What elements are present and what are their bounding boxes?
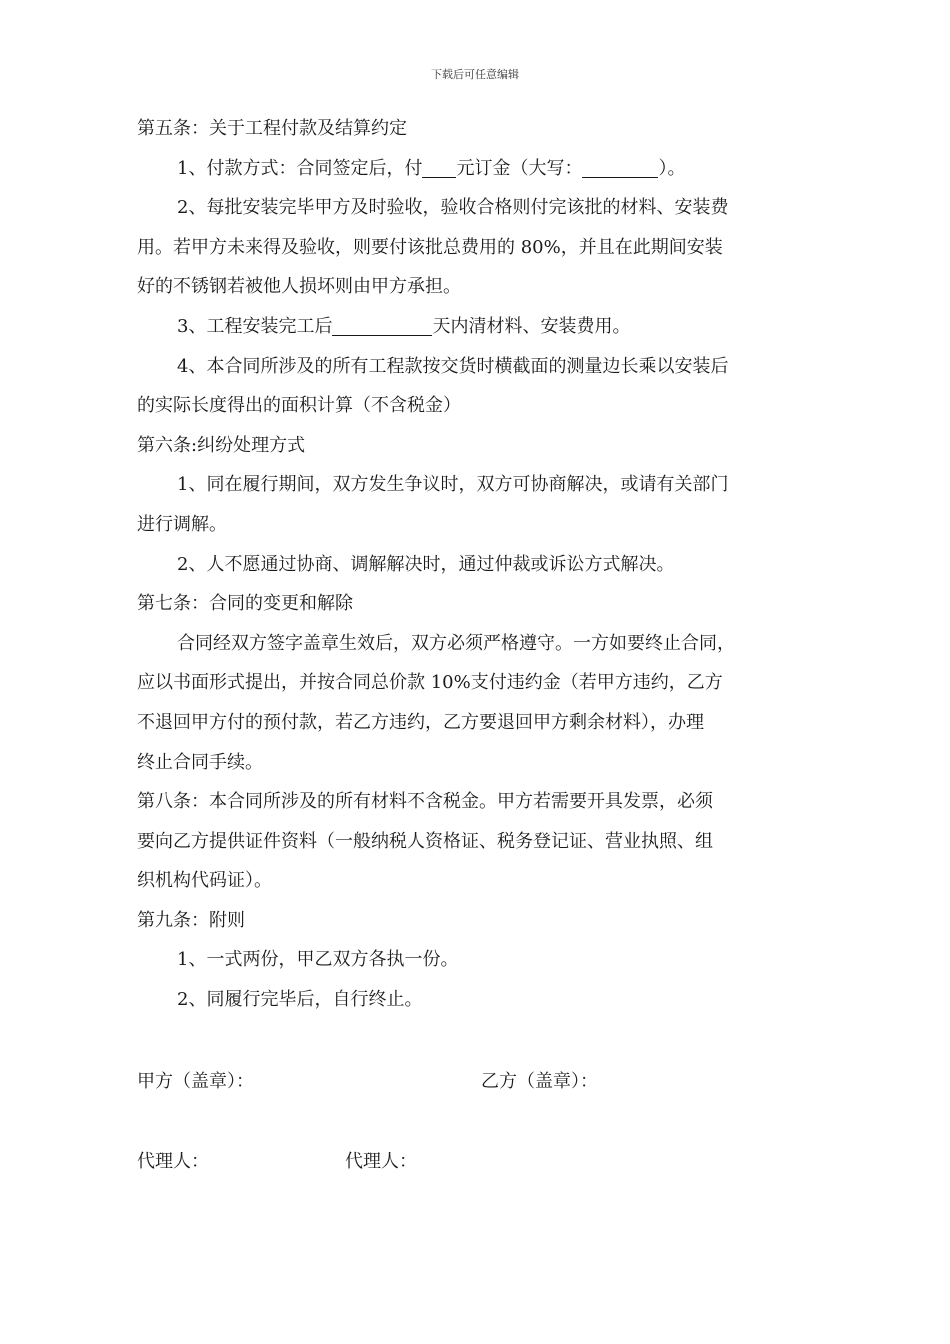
article-5-item-2-line-2: 用。若甲方未来得及验收，则要付该批总费用的 80%，并且在此期间安装 [137, 236, 723, 258]
article-5-item-1 [137, 149, 827, 189]
contract-body [137, 109, 827, 1020]
article-6-item-1-line-1: 1、同在履行期间，双方发生争议时，双方可协商解决，或请有关部门 [177, 474, 729, 496]
deposit-uppercase-blank [582, 155, 658, 178]
article-5-item-3 [137, 307, 827, 347]
article-9-title: 第九条：附则 [137, 909, 245, 931]
article-8-line-1: 第八条：本合同所涉及的所有材料不含税金。甲方若需要开具发票，必须 [137, 791, 713, 813]
item-text: 1、付款方式：合同签定后，付 [177, 157, 423, 179]
article-6-item-2: 2、人不愿通过协商、调解解决时，通过仲裁或诉讼方式解决。 [177, 553, 675, 575]
party-b-agent-label: 代理人： [345, 1151, 417, 1172]
item-text: ）。 [658, 157, 686, 179]
article-5-item-4-line-1: 4、本合同所涉及的所有工程款按交货时横截面的测量边长乘以安装后 [177, 355, 729, 377]
article-9-item-2: 2、同履行完毕后，自行终止。 [177, 989, 423, 1011]
item-text: 元订金（大写： [456, 157, 583, 179]
item-text: 天内清材料、安装费用。 [432, 315, 631, 337]
article-7-line-4: 终止合同手续。 [137, 751, 263, 773]
article-9-item-1: 1、一式两份，甲乙双方各执一份。 [177, 949, 459, 971]
article-7-line-2: 应以书面形式提出，并按合同总价款 10%支付违约金（若甲方违约，乙方 [137, 672, 723, 694]
party-a-seal-label: 甲方（盖章）： [137, 1071, 254, 1092]
article-6-title: 第六条:纠纷处理方式 [137, 434, 306, 456]
party-a-agent-label: 代理人： [137, 1151, 209, 1172]
article-5-title: 第五条：关于工程付款及结算约定 [137, 118, 407, 139]
article-7-line-1: 合同经双方签字盖章生效后，双方必须严格遵守。一方如要终止合同， [177, 632, 735, 654]
article-5-item-4-line-2: 的实际长度得出的面积计算（不含税金） [137, 395, 461, 417]
days-blank [332, 313, 432, 336]
article-6-item-1-line-2: 进行调解。 [137, 513, 227, 535]
article-5-item-2-line-1: 2、每批安装完毕甲方及时验收，验收合格则付完该批的材料、安装费 [177, 197, 729, 219]
article-5-item-2-line-3: 好的不锈钢若被他人损坏则由甲方承担。 [137, 276, 461, 298]
article-8-line-3: 织机构代码证）。 [137, 870, 272, 892]
deposit-amount-blank [422, 155, 456, 178]
party-b-seal-label: 乙方（盖章）： [481, 1071, 598, 1092]
article-7-title: 第七条：合同的变更和解除 [137, 593, 353, 615]
article-7-line-3: 不退回甲方付的预付款，若乙方违约，乙方要退回甲方剩余材料），办理 [137, 711, 704, 733]
header-note: 下载后可任意编辑 [431, 68, 519, 81]
article-8-line-2: 要向乙方提供证件资料（一般纳税人资格证、税务登记证、营业执照、组 [137, 830, 713, 852]
item-text: 3、工程安装完工后 [177, 315, 333, 337]
